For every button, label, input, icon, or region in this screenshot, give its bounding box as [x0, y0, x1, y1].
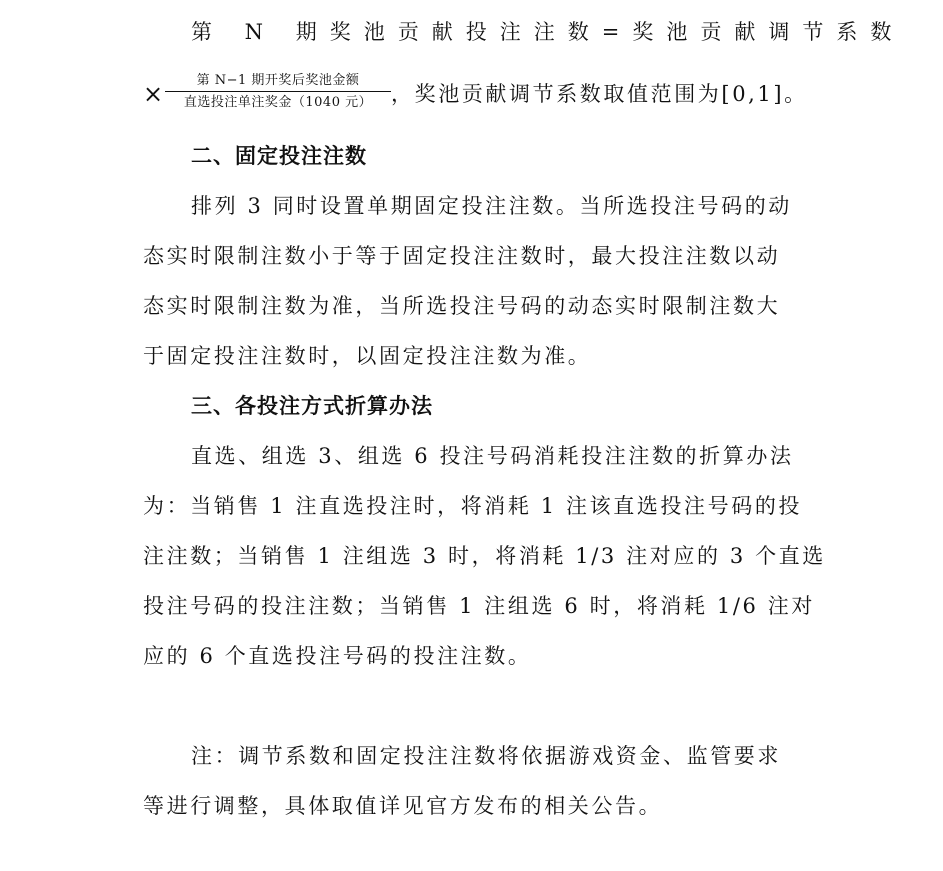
- section-3-line: 投注号码的投注注数；当销售 1 注组选 6 时，将消耗 1/6 注对: [143, 594, 815, 618]
- section-2-title: 二、固定投注注数: [191, 144, 367, 168]
- section-3-line: 应的 6 个直选投注号码的投注注数。: [143, 644, 532, 668]
- section-2-line: 态实时限制注数小于等于固定投注注数时，最大投注注数以动: [143, 244, 781, 268]
- section-3-line: 直选、组选 3、组选 6 投注号码消耗投注注数的折算办法: [191, 444, 794, 468]
- formula-line-1: 第 N 期奖池贡献投注注数=奖池贡献调节系数: [191, 20, 905, 44]
- section-2-line: 态实时限制注数为准，当所选投注号码的动态实时限制注数大: [143, 294, 781, 318]
- section-2-line: 于固定投注注数时，以固定投注注数为准。: [143, 344, 592, 368]
- fraction-numerator: 第 N−1 期开奖后奖池金额: [165, 72, 391, 92]
- times-sign: ×: [143, 80, 164, 108]
- section-3-title: 三、各投注方式折算办法: [191, 394, 433, 418]
- note-line: 等进行调整，具体取值详见官方发布的相关公告。: [143, 794, 663, 818]
- formula-fraction-line: [143, 70, 823, 120]
- section-3-line: 注注数；当销售 1 注组选 3 时，将消耗 1/3 注对应的 3 个直选: [143, 544, 826, 568]
- formula-range-text: ，奖池贡献调节系数取值范围为[0,1]。: [391, 82, 808, 106]
- note-line: 注：调节系数和固定投注注数将依据游戏资金、监管要求: [191, 744, 781, 768]
- fraction-denominator: 直选投注单注奖金（1040 元）: [183, 95, 373, 110]
- section-3-line: 为：当销售 1 注直选投注时，将消耗 1 注该直选投注号码的投: [143, 494, 803, 518]
- fraction: [165, 72, 391, 111]
- section-2-line: 排列 3 同时设置单期固定投注注数。当所选投注号码的动: [191, 194, 792, 218]
